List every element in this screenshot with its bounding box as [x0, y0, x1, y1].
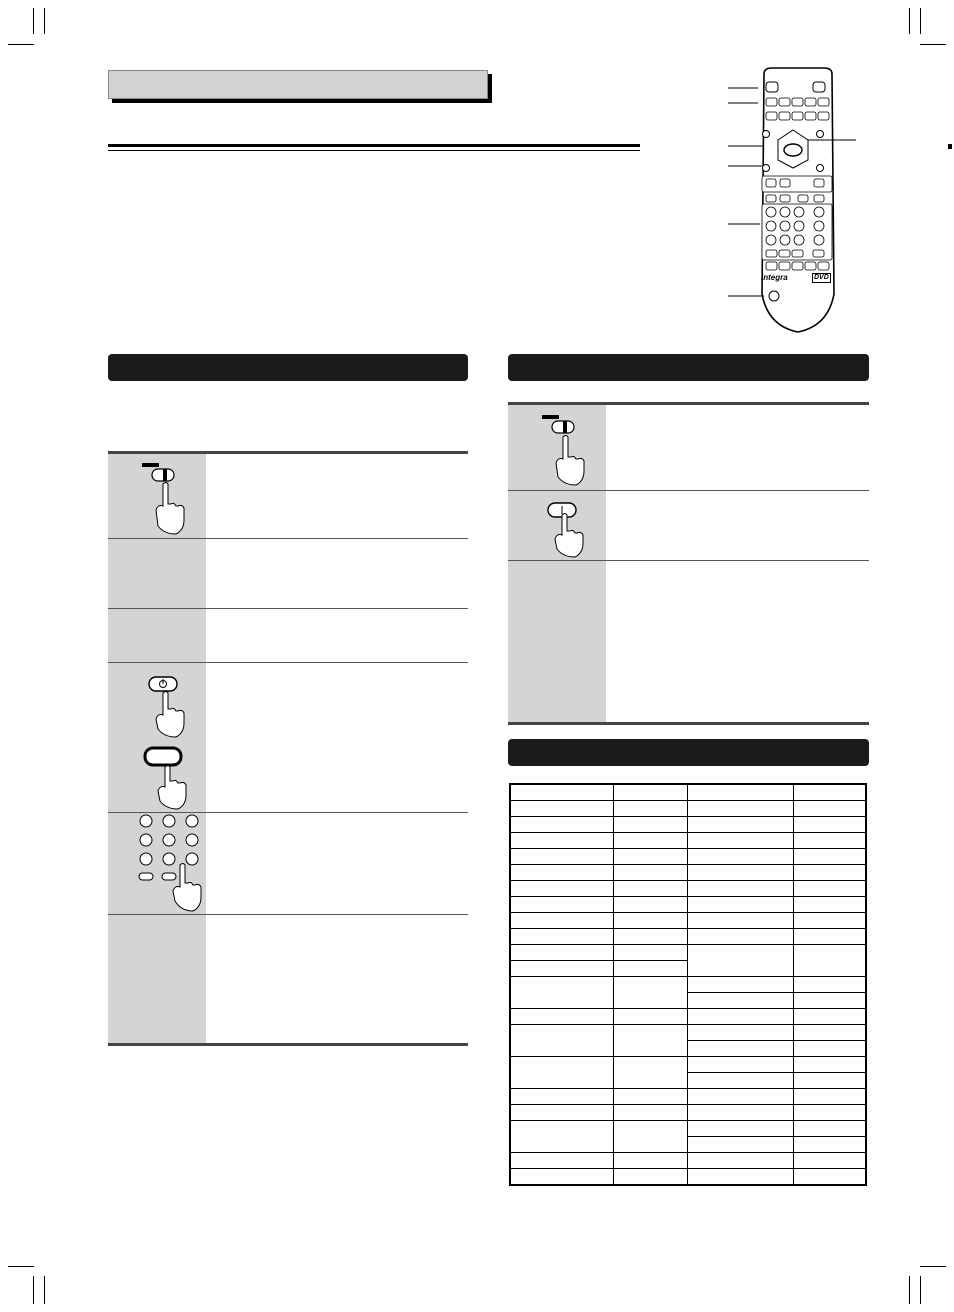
table-row — [510, 1089, 866, 1105]
table-row — [510, 865, 866, 881]
table-row — [510, 913, 866, 929]
step-row — [108, 609, 468, 663]
standby-button-hand-icon — [508, 491, 606, 560]
crop-mark — [920, 44, 946, 45]
step-icon-cell — [108, 539, 206, 608]
table-row — [510, 801, 866, 817]
step-icon-cell — [108, 813, 206, 914]
step-row — [508, 405, 869, 491]
table-row — [510, 833, 866, 849]
step-row — [108, 454, 468, 539]
table-row — [510, 784, 866, 801]
left-step-table — [108, 451, 468, 1046]
step-icon-cell — [108, 663, 206, 812]
step-icon-cell — [108, 609, 206, 662]
numeric-keypad-hand-icon — [108, 813, 206, 914]
step-icon-cell — [108, 454, 206, 538]
title-rule-thin — [108, 150, 640, 151]
table-row — [510, 929, 866, 945]
table-row — [510, 849, 866, 865]
crop-mark — [909, 8, 910, 34]
table-row — [510, 1153, 866, 1169]
crop-mark — [920, 1266, 946, 1267]
left-section-intro — [108, 392, 468, 442]
table-row — [510, 1121, 866, 1137]
crop-mark — [33, 8, 34, 34]
crop-mark — [8, 1266, 34, 1267]
crop-mark — [920, 1276, 921, 1304]
right-top-section-bar — [508, 354, 869, 381]
remote-illustration — [728, 64, 858, 336]
step-icon-cell — [508, 561, 606, 722]
crop-mark — [44, 1276, 45, 1304]
table-row — [510, 817, 866, 833]
table-row — [510, 1057, 866, 1073]
table-row — [510, 1169, 866, 1186]
step-icon-cell — [108, 915, 206, 1043]
edge-mark — [948, 144, 952, 149]
crop-mark — [920, 8, 921, 34]
title-rule-thick — [108, 144, 640, 147]
page-header-box — [108, 70, 488, 99]
crop-mark — [8, 44, 34, 45]
step-icon-cell — [508, 405, 606, 490]
left-section-bar — [108, 354, 468, 381]
step-row — [108, 663, 468, 813]
step-row — [108, 915, 468, 1046]
table-row — [510, 1025, 866, 1041]
crop-mark — [909, 1276, 910, 1304]
step-row — [108, 539, 468, 609]
table-row — [510, 1105, 866, 1121]
right-step-table — [508, 402, 869, 725]
code-table — [509, 783, 867, 1186]
remote-dvd-badge: DVD — [814, 274, 829, 281]
mode-switch-hand-icon — [108, 454, 206, 538]
table-row — [510, 977, 866, 993]
mode-switch-hand-icon — [508, 405, 606, 490]
step-icon-cell — [508, 491, 606, 560]
remote-brand-label: Integra — [761, 273, 788, 282]
crop-mark — [44, 8, 45, 34]
table-row — [510, 881, 866, 897]
table-row — [510, 1009, 866, 1025]
step-row — [508, 491, 869, 561]
crop-mark — [33, 1276, 34, 1304]
power-button-hand-icon — [108, 663, 206, 812]
right-bottom-section-bar — [508, 739, 869, 766]
step-row — [508, 561, 869, 725]
step-row — [108, 813, 468, 915]
table-row — [510, 897, 866, 913]
